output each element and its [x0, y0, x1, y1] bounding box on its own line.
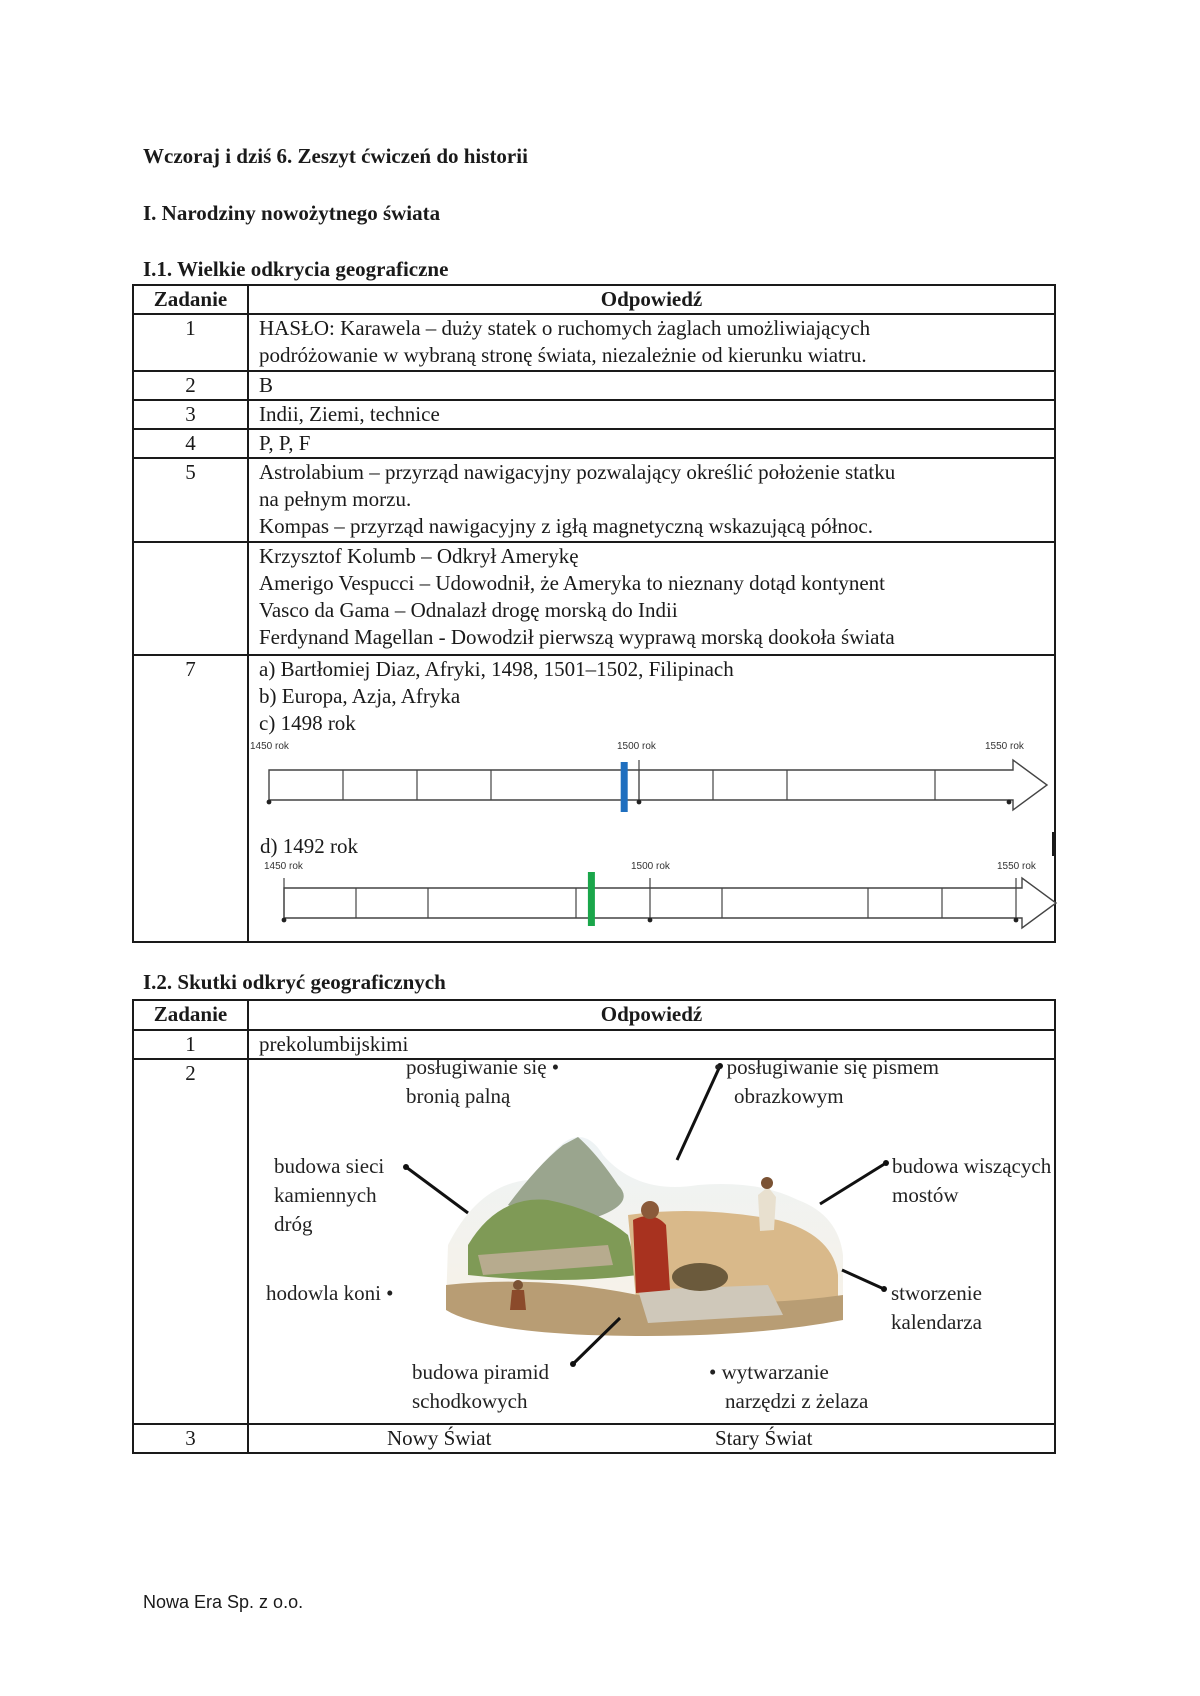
timeline-c-tick-label: 1500 rok [617, 741, 656, 752]
callout-firearms: posługiwanie się • bronią palną [406, 1055, 560, 1108]
answer-line: prekolumbijskimi [259, 1032, 409, 1056]
answer-line: c) 1498 rok [259, 711, 356, 735]
timeline-d-tick-label: 1550 rok [997, 861, 1036, 872]
task-number: 2 [133, 371, 248, 400]
answer-cell [248, 400, 1055, 429]
callout-bridges: budowa wiszących mostów [892, 1154, 1052, 1207]
answer-line: podróżowanie w wybraną stronę świata, niezależnie od kierunku wiatru. [259, 343, 867, 367]
timeline-d-label: d) 1492 rok [260, 834, 358, 858]
task-number: 1 [133, 1030, 248, 1059]
connector-calendar [842, 1270, 884, 1289]
timeline-c-tick-label: 1450 rok [250, 741, 289, 752]
callout-writing: • posługiwanie się pismem obrazkowym [714, 1055, 939, 1108]
task-number: 3 [133, 1424, 248, 1453]
task-number: 5 [133, 458, 248, 542]
timeline-d-dot [282, 918, 287, 923]
task-number: 3 [133, 400, 248, 429]
footer-publisher: Nowa Era Sp. z o.o. [143, 1592, 304, 1612]
callout-iron: • wytwarzanie narzędzi z żelaza [709, 1360, 869, 1413]
callout-calendar: stworzenie kalendarza [891, 1281, 982, 1334]
header-answer: Odpowiedź [248, 1000, 1055, 1030]
callout-connectors [380, 1060, 900, 1400]
timeline-d-dot [1014, 918, 1019, 923]
timeline-d-marker [588, 872, 595, 926]
connector-roads [406, 1167, 468, 1213]
timeline-c-arrow [269, 760, 1047, 810]
answer-line: Astrolabium – przyrząd nawigacyjny pozwalający określić położenie statku [259, 460, 896, 484]
answer-line: b) Europa, Azja, Afryka [259, 684, 461, 708]
section-title-1: I.1. Wielkie odkrycia geograficzne [143, 257, 449, 281]
timeline-d-tick-label: 1450 rok [264, 861, 303, 872]
timeline-d-dot [648, 918, 653, 923]
answer-line: Kompas – przyrząd nawigacyjny z igłą magnetyczną wskazującą północ. [259, 514, 874, 538]
timeline-c [255, 752, 1055, 812]
task-number: 7 [133, 655, 248, 942]
timeline-d-arrow [284, 878, 1056, 928]
answer-line: Amerigo Vespucci – Udowodnił, że Ameryka to nieznany dotąd kontynent [259, 571, 885, 595]
answer-line: Krzysztof Kolumb – Odkrył Amerykę [259, 544, 579, 568]
timeline-c-dot [267, 800, 272, 805]
answer-line: a) Bartłomiej Diaz, Afryki, 1498, 1501–1502, Filipinach [259, 657, 734, 681]
answer-cell [248, 371, 1055, 400]
answer-line: Ferdynand Magellan - Dowodził pierwszą wyprawą morską dookoła świata [259, 625, 895, 649]
callout-roads: budowa sieci kamiennych dróg [274, 1154, 385, 1236]
table-row [133, 458, 1055, 542]
answer-line: B [259, 373, 274, 397]
task-number: 2 [133, 1059, 248, 1424]
timeline-c-dot [1007, 800, 1012, 805]
timeline-d-tick-label: 1500 rok [631, 861, 670, 872]
answer-line: na pełnym morzu. [259, 487, 412, 511]
answer-cell [248, 458, 1055, 542]
task-number: 1 [133, 314, 248, 371]
callout-horses: hodowla koni • [266, 1281, 394, 1305]
table-border-fragment [1052, 832, 1054, 856]
timeline-c-dot [637, 800, 642, 805]
answer-line: Indii, Ziemi, technice [259, 402, 440, 426]
answer-line: Vasco da Gama – Odnalazł drogę morską do Indii [259, 598, 678, 622]
chapter-title: I. Narodziny nowożytnego świata [143, 201, 441, 225]
table-header-row [133, 1000, 1055, 1030]
old-world-label: Stary Świat [715, 1426, 813, 1450]
answer-cell [248, 1424, 1055, 1453]
answer-cell [248, 542, 1055, 655]
answer-line: HASŁO: Karawela – duży statek o ruchomych żaglach umożliwiających [259, 316, 871, 340]
section-title-2: I.2. Skutki odkryć geograficznych [143, 970, 446, 994]
callout-pyramids: budowa piramid schodkowych [412, 1360, 550, 1413]
answer-line: P, P, F [259, 431, 311, 455]
new-world-label: Nowy Świat [387, 1426, 492, 1450]
table-row [133, 314, 1055, 371]
timeline-c-marker [621, 762, 628, 812]
table-header-row [133, 285, 1055, 314]
connector-pyramids [573, 1318, 620, 1364]
task-number: 4 [133, 429, 248, 458]
connector-bridges [820, 1163, 886, 1204]
table-row [133, 542, 1055, 655]
table-row [133, 371, 1055, 400]
timeline-d [270, 872, 1070, 932]
table-row [133, 400, 1055, 429]
timeline-c-tick-label: 1550 rok [985, 741, 1024, 752]
header-task: Zadanie [133, 1000, 248, 1030]
header-task: Zadanie [133, 285, 248, 314]
header-answer: Odpowiedź [248, 285, 1055, 314]
answer-cell [248, 429, 1055, 458]
document-title: Wczoraj i dziś 6. Zeszyt ćwiczeń do historii [143, 144, 528, 168]
task-number [133, 542, 248, 655]
table-row [133, 429, 1055, 458]
table-row [133, 1424, 1055, 1453]
answer-cell [248, 314, 1055, 371]
